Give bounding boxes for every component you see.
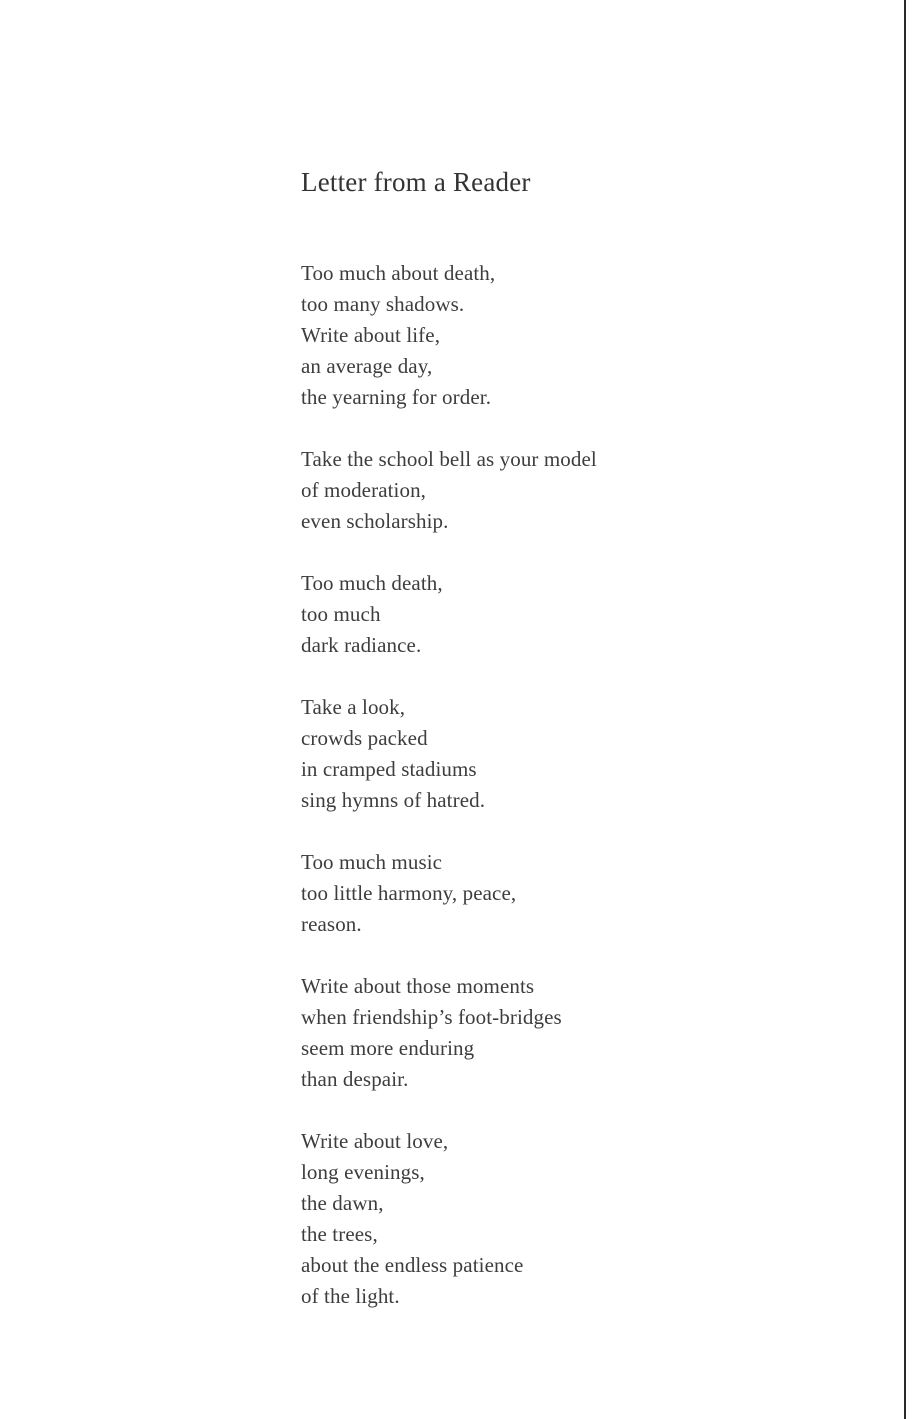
poem-line: dark radiance. bbox=[301, 633, 422, 657]
poem-line: when friendship’s foot-bridges bbox=[301, 1005, 562, 1029]
poem-line: Take the school bell as your model bbox=[301, 447, 597, 471]
poem-line: Write about love, bbox=[301, 1129, 449, 1153]
stanza bbox=[301, 971, 861, 1095]
poem-line: Too much death, bbox=[301, 571, 443, 595]
stanza bbox=[301, 258, 861, 413]
poem-line: seem more enduring bbox=[301, 1036, 475, 1060]
poem-line: about the endless patience bbox=[301, 1253, 524, 1277]
stanza bbox=[301, 692, 861, 816]
poem-line: the trees, bbox=[301, 1222, 378, 1246]
poem-line: too many shadows. bbox=[301, 292, 465, 316]
poem bbox=[301, 160, 861, 1343]
poem-line: even scholarship. bbox=[301, 509, 449, 533]
poem-line: Write about life, bbox=[301, 323, 441, 347]
stanza bbox=[301, 568, 861, 661]
poem-line: in cramped stadiums bbox=[301, 757, 477, 781]
stanza bbox=[301, 1126, 861, 1312]
poem-line: too much bbox=[301, 602, 381, 626]
poem-line: Too much about death, bbox=[301, 261, 496, 285]
poem-line: crowds packed bbox=[301, 726, 428, 750]
page-edge-rule bbox=[904, 0, 906, 1419]
poem-line: the dawn, bbox=[301, 1191, 384, 1215]
stanza bbox=[301, 847, 861, 940]
poem-line: the yearning for order. bbox=[301, 385, 492, 409]
stanza bbox=[301, 444, 861, 537]
poem-line: reason. bbox=[301, 912, 362, 936]
poem-line: Write about those moments bbox=[301, 974, 535, 998]
poem-line: an average day, bbox=[301, 354, 433, 378]
poem-line: Take a look, bbox=[301, 695, 406, 719]
poem-line: too little harmony, peace, bbox=[301, 881, 517, 905]
poem-line: of the light. bbox=[301, 1284, 400, 1308]
poem-line: of moderation, bbox=[301, 478, 427, 502]
poem-line: Too much music bbox=[301, 850, 443, 874]
poem-line: than despair. bbox=[301, 1067, 409, 1091]
poem-line: long evenings, bbox=[301, 1160, 425, 1184]
poem-title: Letter from a Reader bbox=[301, 167, 531, 197]
poem-line: sing hymns of hatred. bbox=[301, 788, 486, 812]
